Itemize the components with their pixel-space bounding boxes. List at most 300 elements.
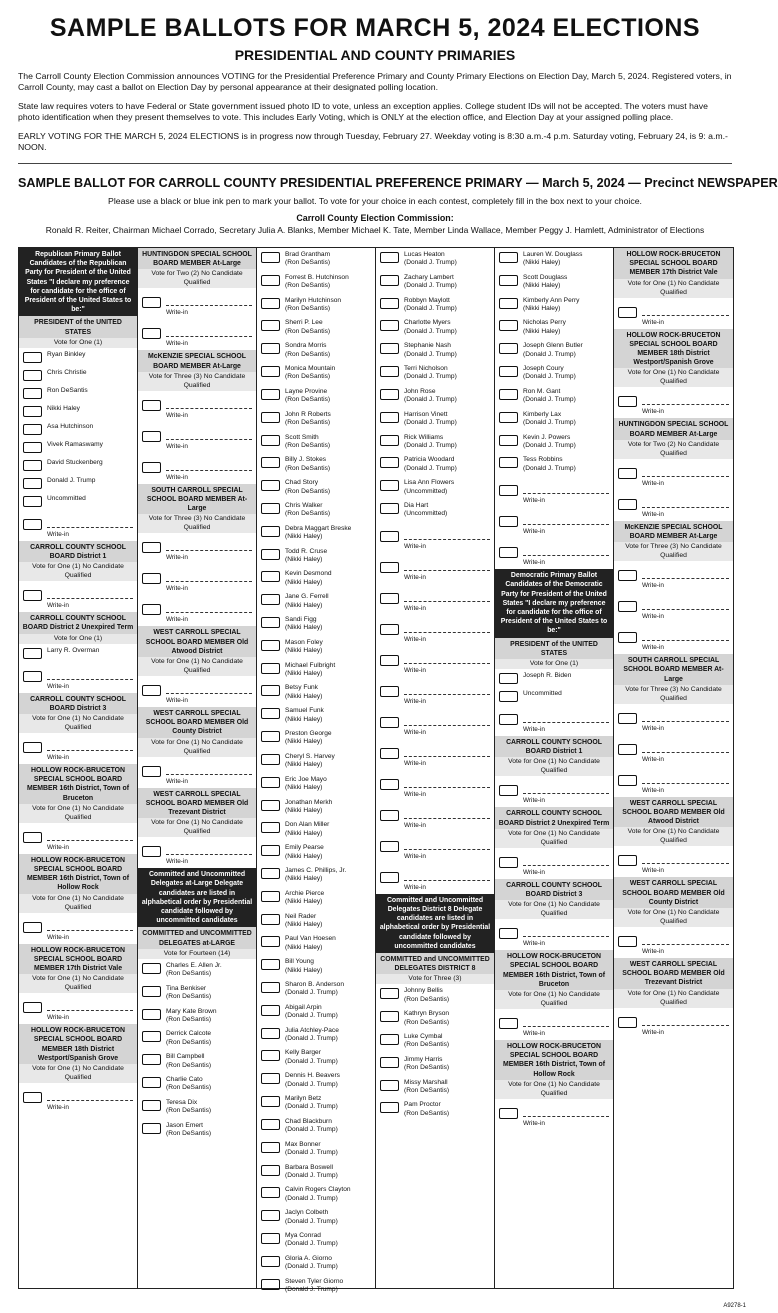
candidate-row[interactable]	[257, 796, 375, 819]
candidate-row[interactable]	[257, 1046, 375, 1069]
vote-box[interactable]	[499, 435, 518, 446]
vote-box[interactable]	[142, 573, 161, 584]
write-in-row[interactable]	[138, 453, 256, 484]
write-in-field[interactable]	[404, 680, 490, 695]
write-in-field[interactable]	[166, 456, 252, 471]
vote-box[interactable]	[261, 982, 280, 993]
write-in-field[interactable]	[47, 513, 133, 528]
vote-box[interactable]	[499, 785, 518, 796]
vote-box[interactable]	[261, 754, 280, 765]
write-in-row[interactable]	[138, 422, 256, 453]
write-in-row[interactable]	[376, 584, 494, 615]
vote-box[interactable]	[23, 370, 42, 381]
vote-box[interactable]	[23, 1092, 42, 1103]
vote-box[interactable]	[142, 431, 161, 442]
candidate-row[interactable]	[376, 1076, 494, 1099]
vote-box[interactable]	[261, 617, 280, 628]
vote-box[interactable]	[380, 1011, 399, 1022]
vote-box[interactable]	[261, 298, 280, 309]
candidate-row[interactable]	[257, 476, 375, 499]
candidate-row[interactable]	[138, 1073, 256, 1096]
vote-box[interactable]	[261, 503, 280, 514]
vote-box[interactable]	[618, 936, 637, 947]
candidate-row[interactable]	[495, 431, 613, 454]
candidate-row[interactable]	[257, 1161, 375, 1184]
vote-box[interactable]	[380, 593, 399, 604]
candidate-row[interactable]	[257, 362, 375, 385]
vote-box[interactable]	[380, 1057, 399, 1068]
write-in-field[interactable]	[523, 779, 609, 794]
candidate-row[interactable]	[19, 456, 137, 474]
write-in-field[interactable]	[523, 510, 609, 525]
write-in-row[interactable]	[614, 1008, 733, 1039]
write-in-row[interactable]	[138, 564, 256, 595]
vote-box[interactable]	[261, 571, 280, 582]
write-in-row[interactable]	[495, 919, 613, 950]
candidate-row[interactable]	[257, 248, 375, 271]
vote-box[interactable]	[380, 810, 399, 821]
write-in-field[interactable]	[642, 769, 729, 784]
candidate-row[interactable]	[138, 982, 256, 1005]
vote-box[interactable]	[499, 857, 518, 868]
vote-box[interactable]	[380, 366, 399, 377]
vote-box[interactable]	[499, 412, 518, 423]
candidate-row[interactable]	[257, 750, 375, 773]
write-in-row[interactable]	[376, 863, 494, 894]
candidate-row[interactable]	[376, 408, 494, 431]
candidate-row[interactable]	[495, 453, 613, 476]
write-in-row[interactable]	[376, 739, 494, 770]
candidate-row[interactable]	[257, 1092, 375, 1115]
write-in-field[interactable]	[642, 462, 729, 477]
candidate-row[interactable]	[257, 818, 375, 841]
vote-box[interactable]	[618, 570, 637, 581]
vote-box[interactable]	[261, 800, 280, 811]
write-in-field[interactable]	[642, 390, 729, 405]
candidate-row[interactable]	[257, 294, 375, 317]
write-in-row[interactable]	[495, 705, 613, 736]
candidate-row[interactable]	[495, 669, 613, 687]
candidate-row[interactable]	[376, 385, 494, 408]
write-in-field[interactable]	[642, 595, 729, 610]
write-in-row[interactable]	[138, 837, 256, 868]
candidate-row[interactable]	[257, 659, 375, 682]
candidate-row[interactable]	[495, 687, 613, 705]
write-in-row[interactable]	[495, 538, 613, 569]
vote-box[interactable]	[261, 1073, 280, 1084]
vote-box[interactable]	[380, 389, 399, 400]
write-in-field[interactable]	[47, 736, 133, 751]
write-in-row[interactable]	[19, 1083, 137, 1114]
write-in-row[interactable]	[614, 459, 733, 490]
candidate-row[interactable]	[495, 362, 613, 385]
write-in-row[interactable]	[19, 823, 137, 854]
candidate-row[interactable]	[257, 385, 375, 408]
write-in-field[interactable]	[166, 322, 252, 337]
write-in-row[interactable]	[495, 476, 613, 507]
write-in-field[interactable]	[404, 773, 490, 788]
write-in-row[interactable]	[138, 757, 256, 788]
vote-box[interactable]	[261, 1119, 280, 1130]
write-in-row[interactable]	[19, 510, 137, 541]
write-in-field[interactable]	[404, 804, 490, 819]
candidate-row[interactable]	[19, 474, 137, 492]
write-in-row[interactable]	[376, 646, 494, 677]
write-in-field[interactable]	[642, 564, 729, 579]
candidate-row[interactable]	[138, 1096, 256, 1119]
candidate-row[interactable]	[257, 567, 375, 590]
write-in-field[interactable]	[404, 556, 490, 571]
vote-box[interactable]	[380, 841, 399, 852]
write-in-field[interactable]	[47, 584, 133, 599]
write-in-row[interactable]	[376, 553, 494, 584]
write-in-field[interactable]	[404, 525, 490, 540]
vote-box[interactable]	[261, 1005, 280, 1016]
vote-box[interactable]	[380, 435, 399, 446]
vote-box[interactable]	[499, 1108, 518, 1119]
vote-box[interactable]	[261, 914, 280, 925]
vote-box[interactable]	[142, 986, 161, 997]
write-in-field[interactable]	[523, 541, 609, 556]
candidate-row[interactable]	[495, 294, 613, 317]
vote-box[interactable]	[380, 320, 399, 331]
vote-box[interactable]	[23, 424, 42, 435]
vote-box[interactable]	[261, 663, 280, 674]
vote-box[interactable]	[23, 590, 42, 601]
write-in-row[interactable]	[138, 288, 256, 319]
vote-box[interactable]	[261, 1256, 280, 1267]
candidate-row[interactable]	[257, 955, 375, 978]
vote-box[interactable]	[261, 526, 280, 537]
write-in-row[interactable]	[614, 927, 733, 958]
write-in-field[interactable]	[642, 738, 729, 753]
write-in-field[interactable]	[523, 1012, 609, 1027]
vote-box[interactable]	[142, 1031, 161, 1042]
write-in-field[interactable]	[642, 707, 729, 722]
vote-box[interactable]	[380, 717, 399, 728]
write-in-row[interactable]	[614, 623, 733, 654]
candidate-row[interactable]	[376, 431, 494, 454]
write-in-field[interactable]	[47, 916, 133, 931]
write-in-field[interactable]	[166, 679, 252, 694]
vote-box[interactable]	[380, 686, 399, 697]
vote-box[interactable]	[261, 252, 280, 263]
candidate-row[interactable]	[19, 348, 137, 366]
vote-box[interactable]	[23, 671, 42, 682]
vote-box[interactable]	[261, 275, 280, 286]
write-in-field[interactable]	[523, 708, 609, 723]
vote-box[interactable]	[380, 275, 399, 286]
write-in-row[interactable]	[138, 676, 256, 707]
vote-box[interactable]	[23, 922, 42, 933]
write-in-row[interactable]	[376, 522, 494, 553]
vote-box[interactable]	[23, 478, 42, 489]
candidate-row[interactable]	[257, 339, 375, 362]
vote-box[interactable]	[380, 872, 399, 883]
vote-box[interactable]	[499, 343, 518, 354]
vote-box[interactable]	[499, 485, 518, 496]
write-in-row[interactable]	[138, 391, 256, 422]
write-in-row[interactable]	[495, 776, 613, 807]
vote-box[interactable]	[261, 389, 280, 400]
write-in-field[interactable]	[47, 996, 133, 1011]
write-in-field[interactable]	[642, 849, 729, 864]
write-in-field[interactable]	[404, 618, 490, 633]
vote-box[interactable]	[499, 389, 518, 400]
vote-box[interactable]	[499, 547, 518, 558]
candidate-row[interactable]	[376, 294, 494, 317]
vote-box[interactable]	[261, 685, 280, 696]
candidate-row[interactable]	[257, 613, 375, 636]
vote-box[interactable]	[261, 1279, 280, 1290]
candidate-row[interactable]	[138, 1005, 256, 1028]
vote-box[interactable]	[23, 742, 42, 753]
vote-box[interactable]	[499, 1018, 518, 1029]
vote-box[interactable]	[618, 713, 637, 724]
vote-box[interactable]	[142, 846, 161, 857]
write-in-row[interactable]	[19, 993, 137, 1024]
vote-box[interactable]	[499, 928, 518, 939]
candidate-row[interactable]	[376, 453, 494, 476]
vote-box[interactable]	[142, 1077, 161, 1088]
write-in-field[interactable]	[166, 598, 252, 613]
write-in-row[interactable]	[614, 846, 733, 877]
candidate-row[interactable]	[376, 1030, 494, 1053]
candidate-row[interactable]	[376, 248, 494, 271]
write-in-row[interactable]	[614, 704, 733, 735]
candidate-row[interactable]	[257, 1229, 375, 1252]
vote-box[interactable]	[380, 988, 399, 999]
vote-box[interactable]	[380, 624, 399, 635]
vote-box[interactable]	[499, 366, 518, 377]
candidate-row[interactable]	[257, 727, 375, 750]
vote-box[interactable]	[380, 531, 399, 542]
write-in-field[interactable]	[47, 826, 133, 841]
candidate-row[interactable]	[495, 248, 613, 271]
candidate-row[interactable]	[257, 1252, 375, 1275]
write-in-row[interactable]	[495, 848, 613, 879]
vote-box[interactable]	[618, 307, 637, 318]
candidate-row[interactable]	[495, 385, 613, 408]
vote-box[interactable]	[499, 252, 518, 263]
write-in-row[interactable]	[614, 766, 733, 797]
write-in-row[interactable]	[138, 595, 256, 626]
vote-box[interactable]	[261, 1187, 280, 1198]
vote-box[interactable]	[142, 328, 161, 339]
vote-box[interactable]	[380, 503, 399, 514]
vote-box[interactable]	[618, 632, 637, 643]
candidate-row[interactable]	[257, 522, 375, 545]
candidate-row[interactable]	[376, 1098, 494, 1121]
candidate-row[interactable]	[257, 1115, 375, 1138]
vote-box[interactable]	[142, 1123, 161, 1134]
vote-box[interactable]	[23, 648, 42, 659]
candidate-row[interactable]	[19, 438, 137, 456]
vote-box[interactable]	[261, 549, 280, 560]
vote-box[interactable]	[618, 396, 637, 407]
vote-box[interactable]	[142, 963, 161, 974]
vote-box[interactable]	[618, 601, 637, 612]
candidate-row[interactable]	[495, 316, 613, 339]
vote-box[interactable]	[261, 845, 280, 856]
candidate-row[interactable]	[19, 366, 137, 384]
vote-box[interactable]	[142, 685, 161, 696]
candidate-row[interactable]	[376, 316, 494, 339]
candidate-row[interactable]	[376, 271, 494, 294]
vote-box[interactable]	[261, 822, 280, 833]
candidate-row[interactable]	[19, 492, 137, 510]
candidate-row[interactable]	[376, 362, 494, 385]
vote-box[interactable]	[380, 1102, 399, 1113]
vote-box[interactable]	[380, 655, 399, 666]
vote-box[interactable]	[618, 499, 637, 510]
vote-box[interactable]	[380, 748, 399, 759]
write-in-row[interactable]	[495, 1099, 613, 1130]
candidate-row[interactable]	[19, 644, 137, 662]
vote-box[interactable]	[618, 1017, 637, 1028]
candidate-row[interactable]	[376, 1053, 494, 1076]
write-in-field[interactable]	[523, 479, 609, 494]
vote-box[interactable]	[261, 731, 280, 742]
write-in-field[interactable]	[47, 1086, 133, 1101]
vote-box[interactable]	[261, 594, 280, 605]
vote-box[interactable]	[261, 412, 280, 423]
vote-box[interactable]	[380, 1080, 399, 1091]
vote-box[interactable]	[142, 604, 161, 615]
candidate-row[interactable]	[257, 704, 375, 727]
vote-box[interactable]	[261, 891, 280, 902]
write-in-field[interactable]	[523, 1102, 609, 1117]
write-in-row[interactable]	[614, 298, 733, 329]
vote-box[interactable]	[261, 480, 280, 491]
vote-box[interactable]	[499, 714, 518, 725]
vote-box[interactable]	[618, 855, 637, 866]
write-in-field[interactable]	[166, 394, 252, 409]
write-in-field[interactable]	[47, 665, 133, 680]
write-in-field[interactable]	[642, 626, 729, 641]
candidate-row[interactable]	[19, 420, 137, 438]
vote-box[interactable]	[261, 868, 280, 879]
candidate-row[interactable]	[376, 984, 494, 1007]
candidate-row[interactable]	[257, 841, 375, 864]
vote-box[interactable]	[380, 343, 399, 354]
candidate-row[interactable]	[257, 1206, 375, 1229]
write-in-field[interactable]	[404, 742, 490, 757]
write-in-row[interactable]	[138, 533, 256, 564]
vote-box[interactable]	[261, 1028, 280, 1039]
vote-box[interactable]	[142, 1009, 161, 1020]
vote-box[interactable]	[380, 457, 399, 468]
candidate-row[interactable]	[257, 1183, 375, 1206]
write-in-row[interactable]	[614, 735, 733, 766]
vote-box[interactable]	[261, 936, 280, 947]
vote-box[interactable]	[142, 400, 161, 411]
vote-box[interactable]	[23, 388, 42, 399]
vote-box[interactable]	[499, 516, 518, 527]
vote-box[interactable]	[142, 1054, 161, 1065]
write-in-row[interactable]	[19, 913, 137, 944]
write-in-field[interactable]	[166, 536, 252, 551]
vote-box[interactable]	[142, 1100, 161, 1111]
candidate-row[interactable]	[257, 1275, 375, 1298]
vote-box[interactable]	[261, 343, 280, 354]
candidate-row[interactable]	[257, 545, 375, 568]
write-in-field[interactable]	[523, 851, 609, 866]
candidate-row[interactable]	[257, 636, 375, 659]
vote-box[interactable]	[261, 366, 280, 377]
write-in-row[interactable]	[376, 708, 494, 739]
vote-box[interactable]	[499, 673, 518, 684]
vote-box[interactable]	[380, 298, 399, 309]
vote-box[interactable]	[23, 832, 42, 843]
vote-box[interactable]	[261, 640, 280, 651]
vote-box[interactable]	[23, 442, 42, 453]
vote-box[interactable]	[380, 412, 399, 423]
candidate-row[interactable]	[138, 1027, 256, 1050]
vote-box[interactable]	[23, 406, 42, 417]
write-in-field[interactable]	[166, 291, 252, 306]
vote-box[interactable]	[261, 435, 280, 446]
candidate-row[interactable]	[376, 476, 494, 499]
vote-box[interactable]	[618, 775, 637, 786]
candidate-row[interactable]	[376, 339, 494, 362]
vote-box[interactable]	[261, 1050, 280, 1061]
vote-box[interactable]	[618, 744, 637, 755]
vote-box[interactable]	[618, 468, 637, 479]
vote-box[interactable]	[380, 562, 399, 573]
candidate-row[interactable]	[376, 1007, 494, 1030]
candidate-row[interactable]	[138, 959, 256, 982]
write-in-row[interactable]	[614, 490, 733, 521]
candidate-row[interactable]	[19, 384, 137, 402]
candidate-row[interactable]	[257, 499, 375, 522]
write-in-field[interactable]	[404, 835, 490, 850]
vote-box[interactable]	[142, 766, 161, 777]
write-in-row[interactable]	[614, 387, 733, 418]
candidate-row[interactable]	[257, 1024, 375, 1047]
vote-box[interactable]	[261, 1142, 280, 1153]
write-in-field[interactable]	[642, 493, 729, 508]
candidate-row[interactable]	[257, 316, 375, 339]
write-in-row[interactable]	[495, 507, 613, 538]
vote-box[interactable]	[380, 1034, 399, 1045]
candidate-row[interactable]	[257, 681, 375, 704]
write-in-row[interactable]	[19, 581, 137, 612]
write-in-field[interactable]	[166, 567, 252, 582]
candidate-row[interactable]	[257, 453, 375, 476]
write-in-row[interactable]	[614, 561, 733, 592]
candidate-row[interactable]	[495, 408, 613, 431]
candidate-row[interactable]	[138, 1119, 256, 1142]
candidate-row[interactable]	[257, 773, 375, 796]
write-in-field[interactable]	[404, 866, 490, 881]
candidate-row[interactable]	[257, 978, 375, 1001]
write-in-field[interactable]	[523, 922, 609, 937]
vote-box[interactable]	[499, 457, 518, 468]
vote-box[interactable]	[261, 320, 280, 331]
vote-box[interactable]	[142, 542, 161, 553]
write-in-row[interactable]	[138, 319, 256, 350]
candidate-row[interactable]	[257, 408, 375, 431]
vote-box[interactable]	[23, 460, 42, 471]
vote-box[interactable]	[261, 708, 280, 719]
vote-box[interactable]	[499, 275, 518, 286]
write-in-row[interactable]	[19, 733, 137, 764]
write-in-row[interactable]	[376, 615, 494, 646]
candidate-row[interactable]	[257, 887, 375, 910]
vote-box[interactable]	[142, 297, 161, 308]
vote-box[interactable]	[23, 519, 42, 530]
